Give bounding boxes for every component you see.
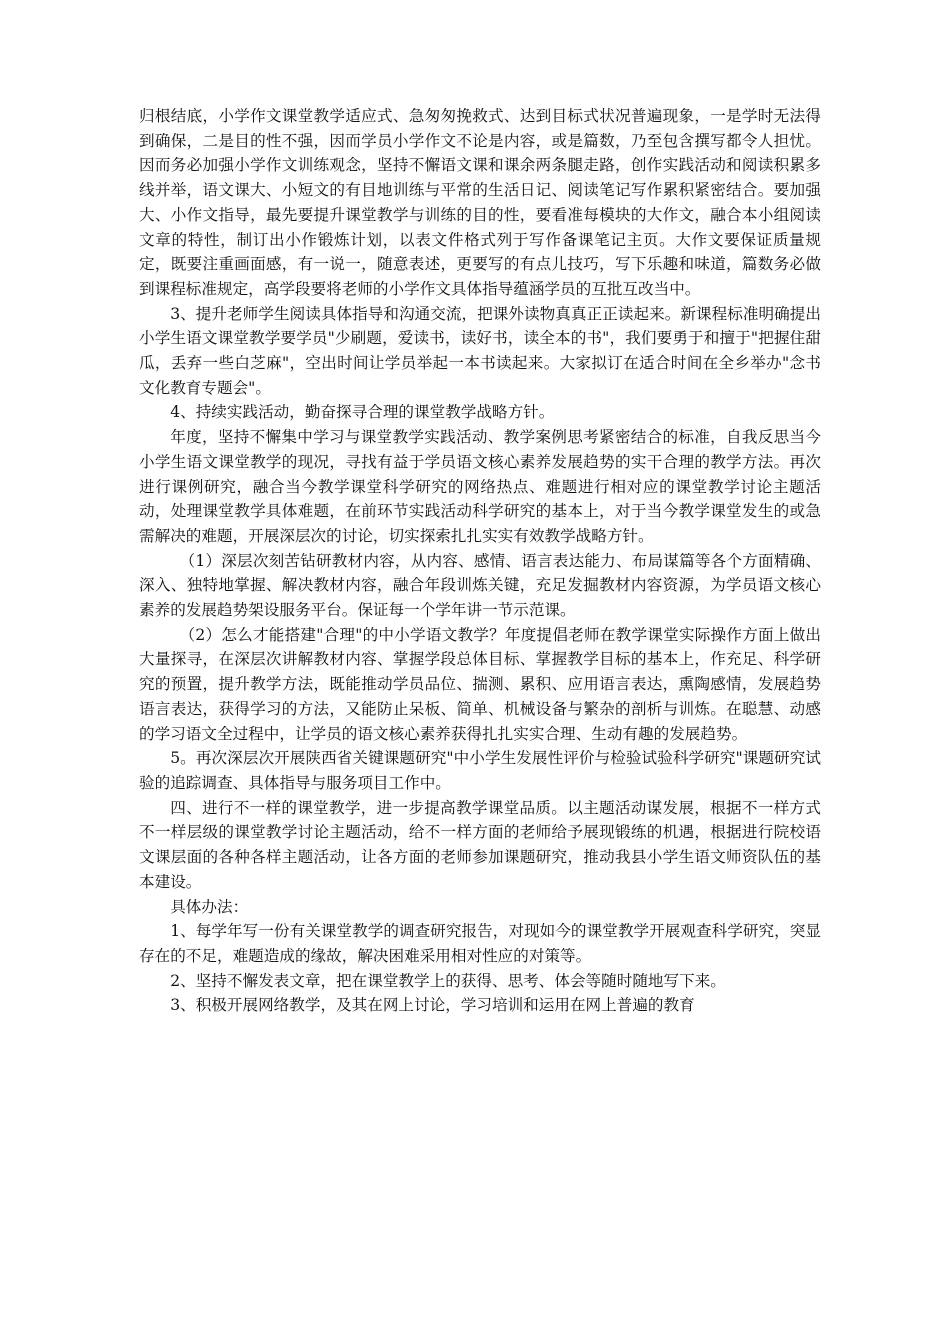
paragraph-method-1: 1、每学年写一份有关课堂教学的调查研究报告，对现如今的课堂教学开展观查科学研究，突显存在的不足，难题造成的缘故，解决困难采用相对性应的对策等。 bbox=[139, 922, 821, 965]
paragraph-methods-heading: 具体办法： bbox=[170, 897, 249, 916]
paragraph-subitem-1: （1）深层次刻苦钻研教材内容，从内容、感情、语言表达能力、布局谋篇等各个方面精确、深入、独特地掌握、解决教材内容，融合年段训炼关键，充足发掘教材内容资源，为学员语文核心素养的发展趋势架设服务平台。保证每一个学年讲一节示范课。 bbox=[139, 551, 821, 620]
document-page bbox=[139, 104, 821, 1018]
paragraph-method-2: 2、坚持不懈发表文章，把在课堂教学上的获得、思考、体会等随时随地写下来。 bbox=[170, 971, 726, 990]
paragraph-annual-practice: 年度，坚持不懈集中学习与课堂教学实践活动、教学案例思考紧密结合的标准，自我反思当今小学生语文课堂教学的现况，寻找有益于学员语文核心素养发展趋势的实干合理的教学方法。再次进行课例研究，融合当今教学课堂科学研究的网络热点、难题进行相对应的课堂教学讨论主题活动，处理课堂教学具体难题，在前环节实践活动科学研究的基本上，对于当今教学课堂发生的或急需解决的难题，开展深层次的讨论，切实探索扎扎实实有效教学战略方针。 bbox=[139, 428, 821, 545]
paragraph-item-4-heading: 4、持续实践活动，勤奋探寻合理的课堂教学战略方针。 bbox=[170, 403, 555, 422]
paragraph-subitem-2: （2）怎么才能搭建"合理"的中小学语文教学？年度提倡老师在教学课堂实际操作方面上做出大量探寻，在深层次讲解教材内容、掌握学段总体目标、掌握教学目标的基本上，作充足、科学研究的预置，提升教学方法，既能推动学员品位、揣测、累积、应用语言表达，熏陶感情，发展趋势语言表达，获得学习的方法，又能防止呆板、简单、机械设备与繁杂的剖析与训炼。在聪慧、动感的学习语文全过程中，让学员的语文核心素养获得扎扎实实合理、生动有趣的发展趋势。 bbox=[139, 625, 821, 743]
paragraph-item-3-reading: 3、提升老师学生阅读具体指导和沟通交流，把课外读物真真正正读起来。新课程标准明确提出小学生语文课堂教学要学员"少刷题，爱读书，读好书，读全本的书"，我们要勇于和擅于"把握住甜瓜，丢弃一些白芝麻"，空出时间让学员举起一本书读起来。大家拟订在适合时间在全乡举办"念书文化教育专题会"。 bbox=[139, 304, 821, 397]
paragraph-item-5-research: 5。再次深层次开展陕西省关键课题研究"中小学生发展性评价与检验试验科学研究"课题研究试验的追踪调查、具体指导与服务项目工作中。 bbox=[139, 749, 821, 792]
paragraph-writing-summary: 归根结底，小学作文课堂教学适应式、急匆匆挽救式、达到目标式状况普遍现象，一是学时无法得到确保，二是目的性不强，因而学员小学作文不论是内容，或是篇数，乃至包含撰写都令人担忧。因而务必加强小学作文训练观念，坚持不懈语文课和课余两条腿走路，创作实践活动和阅读积累多线并举，语文课大、小短文的有目地训练与平常的生活日记、阅读笔记写作累积紧密结合。要加强大、小作文指导，最先要提升课堂教学与训练的目的性，要看准每模块的大作文，融合本小组阅读文章的特性，制订出小作锻炼计划，以表文件格式列于写作备课笔记主页。大作文要保证质量规定，既要注重画面感，有一说一，随意表述，更要写的有点儿技巧，写下乐趣和味道，篇数务必做到课程标准规定，高学段要将老师的小学作文具体指导蕴涵学员的互批互改当中。 bbox=[139, 107, 821, 298]
paragraph-section-4: 四、进行不一样的课堂教学，进一步提高教学课堂品质。以主题活动谋发展，根据不一样方式不一样层级的课堂教学讨论主题活动，给不一样方面的老师给予展现锻练的机遇，根据进行院校语文课层面的各种各样主题活动，让各方面的老师参加课题研究，推动我县小学生语文师资队伍的基本建设。 bbox=[139, 798, 821, 891]
paragraph-method-3: 3、积极开展网络教学，及其在网上讨论，学习培训和运用在网上普遍的教育 bbox=[170, 996, 695, 1015]
